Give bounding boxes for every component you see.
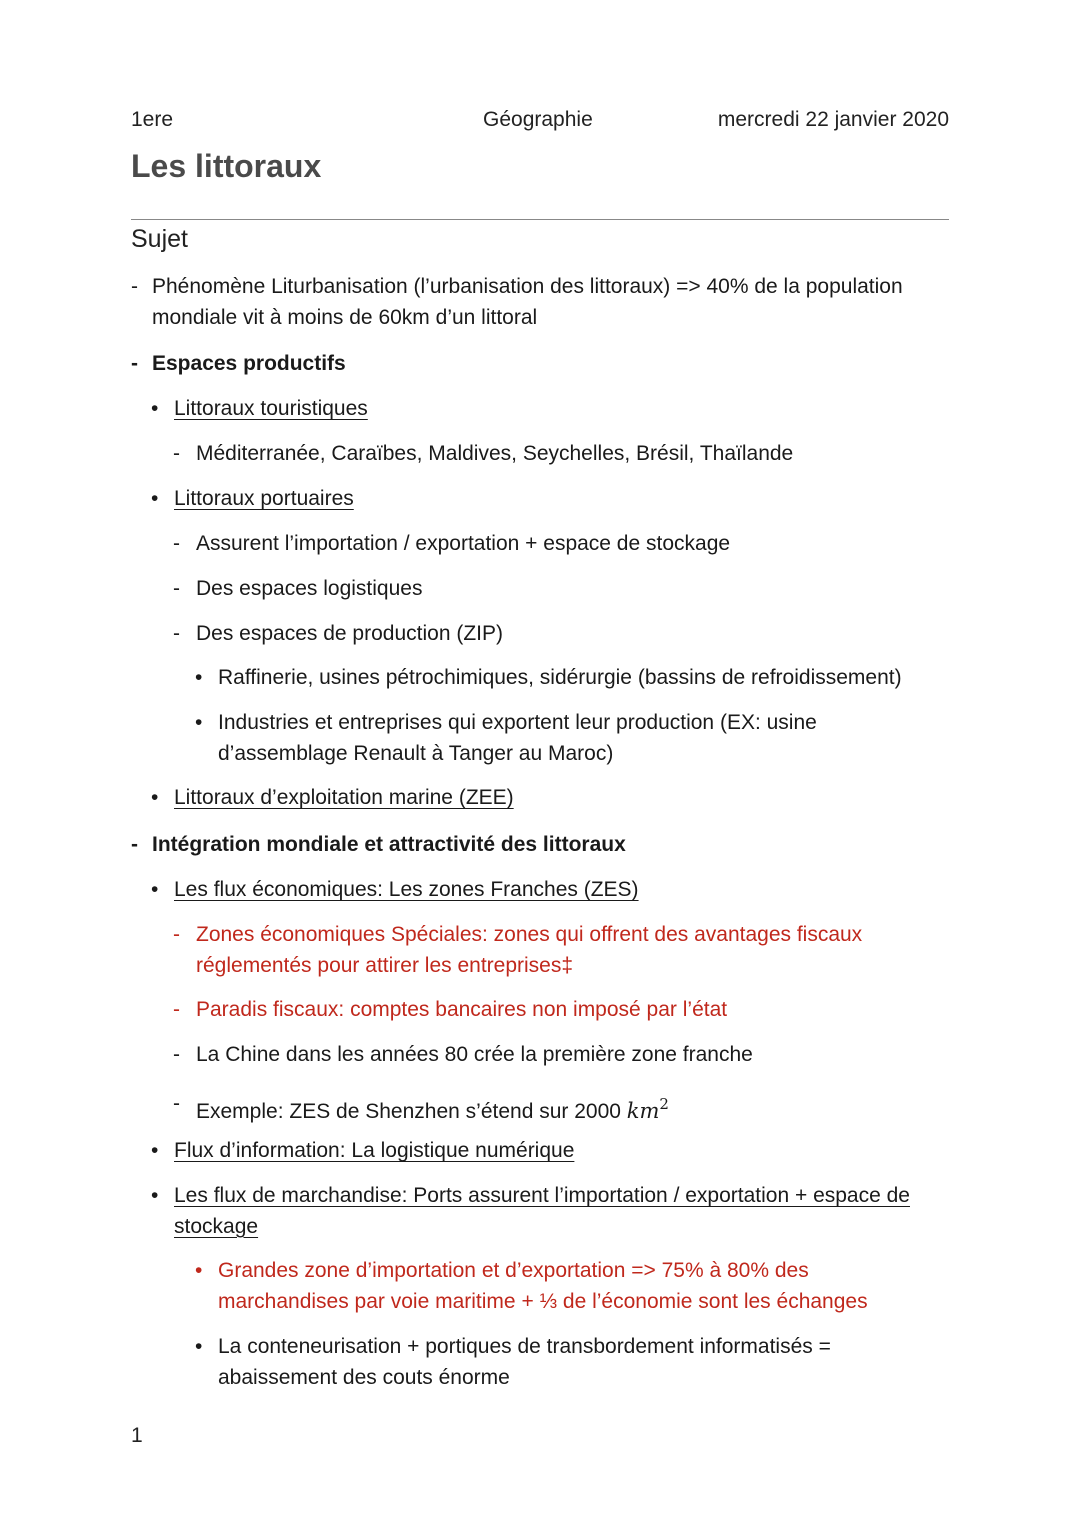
item-text xyxy=(173,1089,669,1128)
dash-marker: - xyxy=(131,833,138,856)
dash-marker: - xyxy=(173,442,180,465)
list-item-highlight xyxy=(195,1256,868,1317)
dash-marker: - xyxy=(131,275,138,298)
list-item xyxy=(151,394,368,425)
item-text: Méditerranée, Caraïbes, Maldives, Seychelles, Brésil, Thaïlande xyxy=(196,442,794,465)
item-text: Intégration mondiale et attractivité des littoraux xyxy=(152,833,626,856)
list-item xyxy=(195,1332,831,1393)
dash-marker: - xyxy=(173,622,180,645)
bullet-marker: • xyxy=(195,1259,203,1282)
bullet-marker: • xyxy=(151,487,159,510)
list-item xyxy=(173,1089,669,1128)
bullet-marker: • xyxy=(195,666,203,689)
list-item xyxy=(195,708,817,769)
item-text: Littoraux portuaires xyxy=(174,487,354,510)
list-item xyxy=(195,663,902,694)
item-text-prefix: Exemple: ZES de Shenzhen s’étend sur 2000 xyxy=(196,1100,627,1123)
list-item xyxy=(151,1136,574,1167)
item-line: Zones économiques Spéciales: zones qui offrent des avantages fiscaux xyxy=(196,923,863,946)
title-divider xyxy=(131,219,949,220)
header-subject: Géographie xyxy=(483,108,593,131)
item-text: Les flux économiques: Les zones Franches (ZES) xyxy=(174,878,639,901)
bullet-marker: • xyxy=(151,397,159,420)
dash-marker: - xyxy=(131,352,138,375)
dash-marker: - xyxy=(173,998,180,1021)
list-item xyxy=(151,875,639,906)
list-item xyxy=(173,1040,753,1071)
math-unit-exponent: 2 xyxy=(659,1095,669,1113)
header-class-level: 1ere xyxy=(131,108,174,131)
dash-marker: - xyxy=(173,577,180,600)
bullet-marker: • xyxy=(151,786,159,809)
item-text: Flux d’information: La logistique numérique xyxy=(174,1139,575,1162)
item-line: La conteneurisation + portiques de transbordement informatisés = xyxy=(218,1335,831,1358)
dash-marker: - xyxy=(173,923,180,946)
list-item xyxy=(151,1181,910,1242)
list-item xyxy=(173,619,503,650)
list-item xyxy=(151,484,354,515)
page-title: Les littoraux xyxy=(131,148,322,184)
list-item xyxy=(173,574,422,605)
list-item-heading xyxy=(131,349,346,380)
item-line: Industries et entreprises qui exportent leur production (EX: usine xyxy=(218,711,817,734)
item-line: Grandes zone d’importation et d’exportation => 75% à 80% des xyxy=(218,1259,809,1282)
dash-marker: - xyxy=(173,532,180,555)
item-line: marchandises par voie maritime + ⅓ de l’économie sont les échanges xyxy=(218,1289,868,1313)
list-item xyxy=(151,783,514,814)
section-heading: Sujet xyxy=(131,225,188,253)
item-text: Littoraux d’exploitation marine (ZEE) xyxy=(174,786,514,809)
item-text: Littoraux touristiques xyxy=(174,397,368,420)
math-unit xyxy=(626,1095,669,1123)
item-line: stockage xyxy=(174,1214,259,1238)
item-line: abaissement des couts énorme xyxy=(218,1365,510,1389)
item-text: La Chine dans les années 80 crée la première zone franche xyxy=(196,1043,753,1066)
math-unit-base: km xyxy=(626,1099,660,1123)
header-date: mercredi 22 janvier 2020 xyxy=(717,108,949,131)
item-line-wrap xyxy=(151,1212,910,1243)
bullet-marker: • xyxy=(195,1335,203,1358)
item-text: Des espaces logistiques xyxy=(196,577,423,600)
bullet-marker: • xyxy=(195,711,203,734)
list-item xyxy=(173,529,730,560)
item-text: Assurent l’importation / exportation + espace de stockage xyxy=(196,532,731,555)
list-item-highlight xyxy=(173,995,727,1026)
bullet-marker: • xyxy=(151,878,159,901)
item-line: d’assemblage Renault à Tanger au Maroc) xyxy=(218,741,614,765)
item-line: réglementés pour attirer les entreprises‡ xyxy=(196,953,574,977)
page-header xyxy=(131,108,949,136)
dash-marker: - xyxy=(173,1043,180,1066)
list-item-heading xyxy=(131,830,626,861)
list-item-highlight xyxy=(173,920,862,981)
item-line: Les flux de marchandise: Ports assurent l’importation / exportation + espace de xyxy=(174,1184,910,1207)
dash-marker: - xyxy=(173,1092,180,1115)
item-line: Phénomène Liturbanisation (l’urbanisation des littoraux) => 40% de la population xyxy=(152,275,903,298)
item-text: Espaces productifs xyxy=(152,352,346,375)
page-number: 1 xyxy=(131,1424,143,1447)
list-item xyxy=(173,439,793,470)
list-item xyxy=(131,272,949,333)
item-text: Raffinerie, usines pétrochimiques, sidérurgie (bassins de refroidissement) xyxy=(218,666,902,689)
item-text: Paradis fiscaux: comptes bancaires non imposé par l’état xyxy=(196,998,728,1021)
item-line: mondiale vit à moins de 60km d’un littoral xyxy=(152,305,538,329)
bullet-marker: • xyxy=(151,1139,159,1162)
item-text: Des espaces de production (ZIP) xyxy=(196,622,503,645)
bullet-marker: • xyxy=(151,1184,159,1207)
